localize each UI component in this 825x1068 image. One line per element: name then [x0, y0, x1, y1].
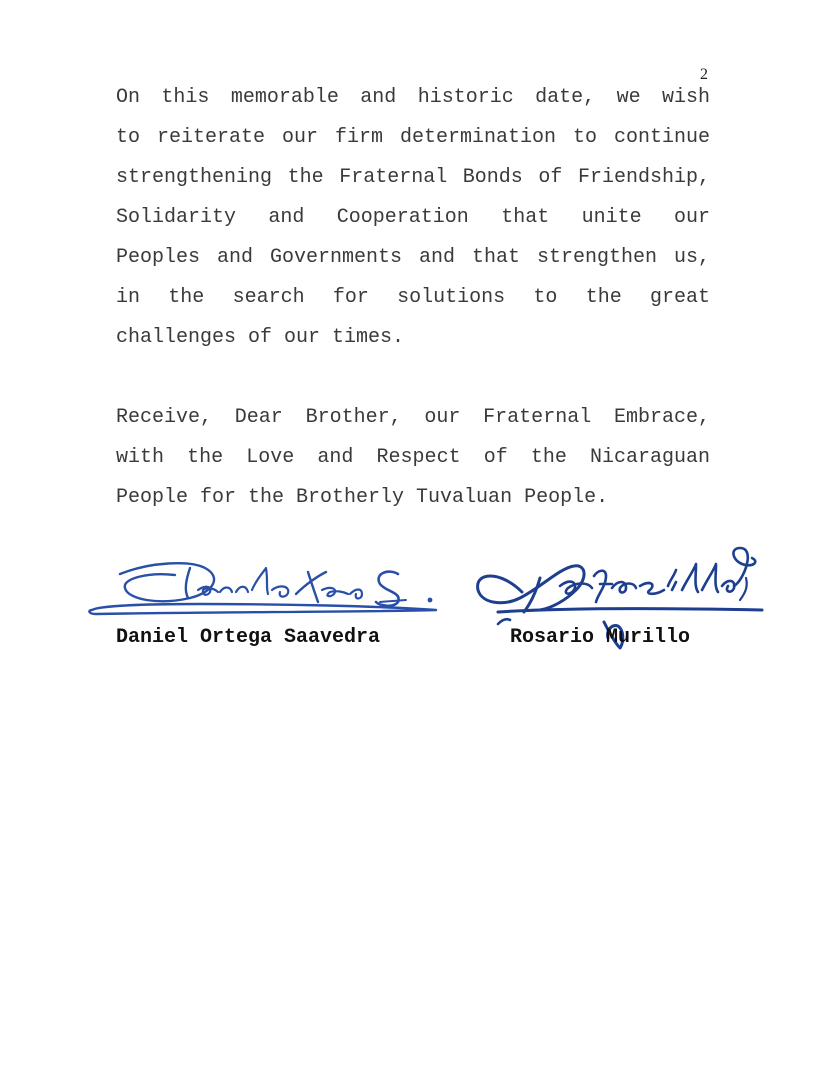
signature-daniel-ortega — [89, 563, 436, 614]
paragraph-1 — [116, 78, 710, 358]
paragraph-line: On this memorable and historic date, we wish — [116, 86, 710, 109]
paragraph-line: Receive, Dear Brother, our Fraternal Embrace, — [116, 406, 710, 429]
page-number: 2 — [700, 66, 708, 83]
paragraph-2 — [116, 398, 710, 518]
signer-name-daniel-ortega: Daniel Ortega Saavedra — [116, 626, 381, 649]
signature-block — [0, 530, 825, 660]
paragraph-line: challenges of our times. — [116, 326, 405, 349]
paragraph-line: Solidarity and Cooperation that unite our — [116, 206, 710, 229]
paragraph-line: strengthening the Fraternal Bonds of Friendship, — [116, 166, 710, 189]
paragraph-line: with the Love and Respect of the Nicaraguan — [116, 446, 710, 469]
paragraph-line: in the search for solutions to the great — [116, 286, 710, 309]
paragraph-line: to reiterate our firm determination to continue — [116, 126, 710, 149]
paragraph-line: People for the Brotherly Tuvaluan People. — [116, 486, 609, 509]
signer-name-rosario-murillo: Rosario Murillo — [510, 626, 691, 649]
paragraph-line: Peoples and Governments and that strengthen us, — [116, 246, 710, 269]
